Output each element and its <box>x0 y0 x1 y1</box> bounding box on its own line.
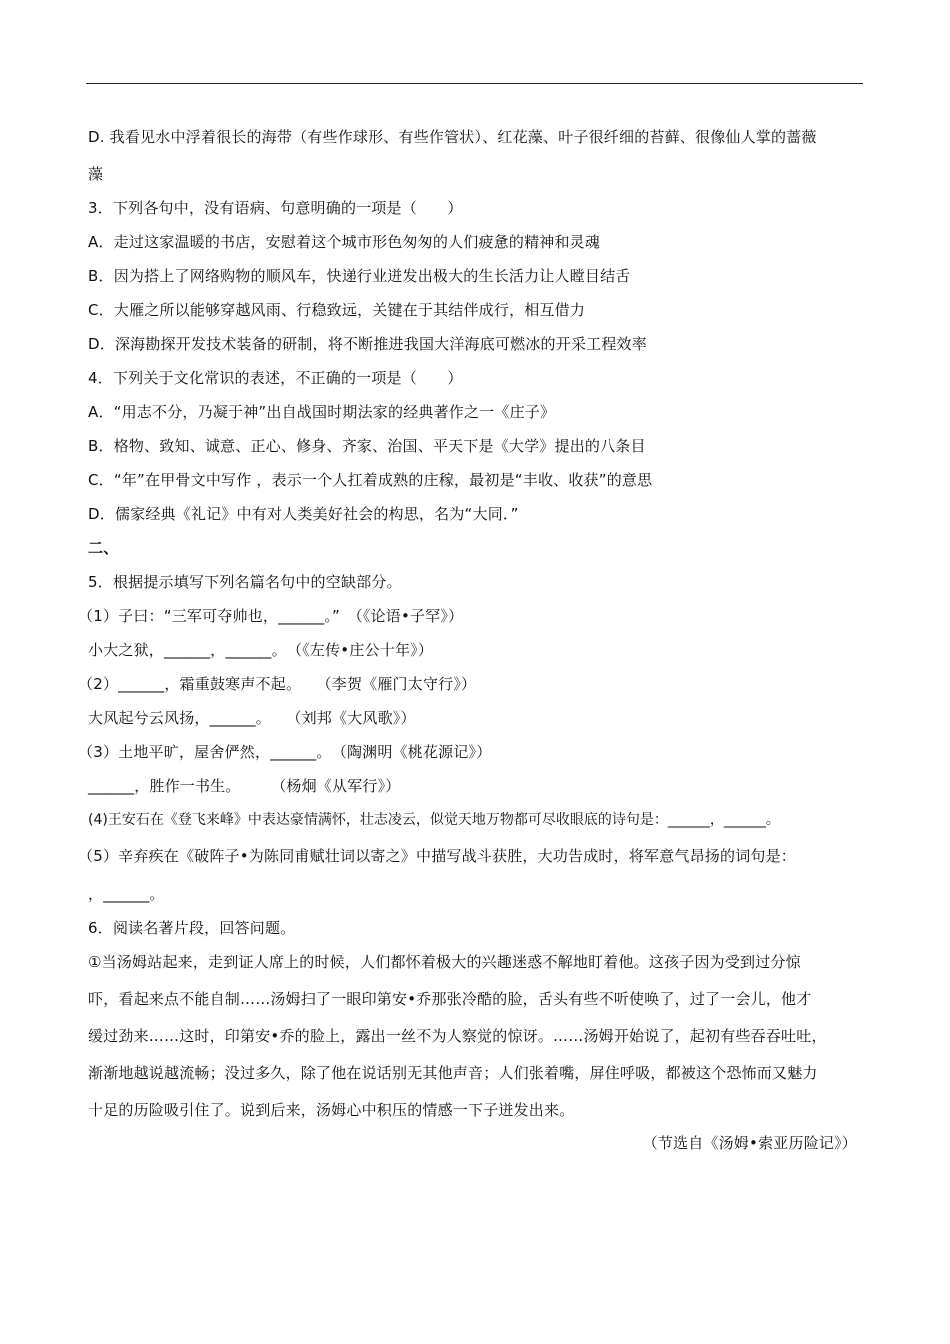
q3-option-b: B．因为搭上了网络购物的顺风车，快递行业迸发出极大的生长活力让人瞠目结舌 <box>88 267 631 285</box>
q5-item-2-line2: 大风起兮云风扬，______。 （刘邦《大风歌》） <box>88 709 416 727</box>
q5-item-2-line1: （2）______，霜重鼓寒声不起。 （李贺《雁门太守行》） <box>78 675 477 693</box>
passage-line-4: 渐渐地越说越流畅；没过多久，除了他在说话别无其他声音；人们张着嘴，屏住呼吸，都被这个恐怖而又魅力 <box>88 1064 818 1082</box>
q4-option-b: B．格物、致知、诚意、正心、修身、齐家、治国、平天下是《大学》提出的八条目 <box>88 437 646 455</box>
q2-option-d-line2: 藻 <box>88 165 104 183</box>
passage-source: （节选自《汤姆•索亚历险记》） <box>642 1134 857 1152</box>
q5-item-1-line1: （1）子曰：“三军可夺帅也，______。” （《论语•子罕》） <box>78 607 464 625</box>
question-6-stem: 6．阅读名著片段，回答问题。 <box>88 919 296 937</box>
q3-option-d: D．深海勘探开发技术装备的研制，将不断推进我国大洋海底可燃冰的开采工程效率 <box>88 335 647 353</box>
q5-item-3-line1: （3）土地平旷，屋舍俨然，______。 （陶渊明《桃花源记》） <box>78 743 492 761</box>
q2-option-d-line1: D. 我看见水中浮着很长的海带（有些作球形、有些作管状）、红花藻、叶子很纤细的苔藓、很像仙人掌的蔷薇 <box>88 128 817 146</box>
header-rule <box>86 83 863 84</box>
q4-option-c: C．“年”在甲骨文中写作 ，表示一个人扛着成熟的庄稼，最初是“丰收、收获”的意思 <box>88 471 653 489</box>
q4-option-d: D．儒家经典《礼记》中有对人类美好社会的构思，名为“大同．” <box>88 505 519 523</box>
q3-option-a: A．走过这家温暖的书店，安慰着这个城市形色匆匆的人们疲惫的精神和灵魂 <box>88 233 601 251</box>
q5-item-1-line2: 小大之狱，______，______。 （《左传•庄公十年》） <box>88 641 434 659</box>
q5-item-4: (4)王安石在《登飞来峰》中表达豪情满怀，壮志凌云，似觉天地万物都可尽收眼底的诗句是：______，______。 <box>88 812 780 828</box>
passage-line-5: 十足的历险吸引住了。说到后来，汤姆心中积压的情感一下子迸发出来。 <box>88 1101 575 1119</box>
passage-line-3: 缓过劲来……这时，印第安•乔的脸上，露出一丝不为人察觉的惊讶。……汤姆开始说了，起初有些吞吞吐吐， <box>88 1027 827 1045</box>
q5-item-5-line2: ，______。 <box>88 885 165 903</box>
q5-item-3-line2: ______，胜作一书生。 （杨炯《从军行》） <box>88 777 401 795</box>
q3-option-c: C．大雁之所以能够穿越风雨、行稳致远，关键在于其结伴成行，相互借力 <box>88 301 586 319</box>
passage-line-2: 吓，看起来点不能自制……汤姆扫了一眼印第安•乔那张冷酷的脸，舌头有些不听使唤了，过了一会儿，他才 <box>88 990 812 1008</box>
section-2-heading: 二、 <box>88 539 119 557</box>
question-4-stem: 4．下列关于文化常识的表述，不正确的一项是（ ） <box>88 369 463 387</box>
q4-option-a: A．“用志不分，乃凝于神”出自战国时期法家的经典著作之一《庄子》 <box>88 403 556 421</box>
question-3-stem: 3．下列各句中，没有语病、句意明确的一项是（ ） <box>88 199 463 217</box>
question-5-stem: 5．根据提示填写下列名篇名句中的空缺部分。 <box>88 573 402 591</box>
q5-item-5-line1: （5）辛弃疾在《破阵子•为陈同甫赋壮词以寄之》中描写战斗获胜，大功告成时，将军意气昂扬的词句是： <box>78 847 796 865</box>
passage-line-1: ①当汤姆站起来，走到证人席上的时候，人们都怀着极大的兴趣迷惑不解地盯着他。这孩子因为受到过分惊 <box>88 953 801 971</box>
